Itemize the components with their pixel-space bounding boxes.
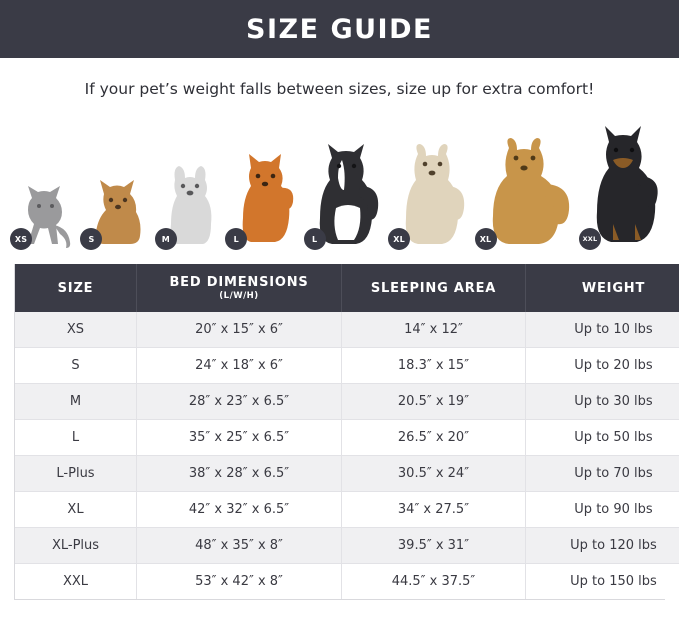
cell-dims: 42″ x 32″ x 6.5″ — [137, 492, 342, 528]
cell-size: S — [15, 348, 137, 384]
cell-dims: 38″ x 28″ x 6.5″ — [137, 456, 342, 492]
cell-sleeping: 26.5″ x 20″ — [342, 420, 526, 456]
pet-xl-golden — [479, 112, 575, 252]
cell-size: XS — [15, 312, 137, 348]
subtitle-section — [0, 58, 679, 98]
size-table-wrapper — [14, 264, 665, 600]
pet-l-shiba — [229, 112, 299, 252]
cell-sleeping: 18.3″ x 15″ — [342, 348, 526, 384]
table-row — [15, 564, 679, 600]
page-title: SIZE GUIDE — [246, 13, 433, 45]
table-row — [15, 528, 679, 564]
table-row — [15, 456, 679, 492]
size-table-body — [15, 312, 679, 599]
cell-dims: 53″ x 42″ x 8″ — [137, 564, 342, 600]
pet-badge-l: L — [225, 228, 247, 250]
cell-weight: Up to 150 lbs — [526, 564, 679, 600]
table-row — [15, 348, 679, 384]
table-row — [15, 384, 679, 420]
pet-xl-lab — [392, 112, 470, 252]
cell-sleeping: 34″ x 27.5″ — [342, 492, 526, 528]
pet-badge-l2: L — [304, 228, 326, 250]
cell-weight: Up to 30 lbs — [526, 384, 679, 420]
pet-badge-xxl: XXL — [579, 228, 601, 250]
header-bed-dimensions-sub: (L/W/H) — [219, 291, 259, 301]
header-size — [15, 264, 137, 312]
cell-weight: Up to 120 lbs — [526, 528, 679, 564]
cell-weight: Up to 10 lbs — [526, 312, 679, 348]
cell-dims: 35″ x 25″ x 6.5″ — [137, 420, 342, 456]
subtitle-text: If your pet’s weight falls between sizes, size up for extra comfort! — [84, 80, 595, 98]
cell-sleeping: 39.5″ x 31″ — [342, 528, 526, 564]
pet-xxl — [583, 112, 665, 252]
header-bed-dimensions — [137, 264, 342, 312]
cell-size: XL — [15, 492, 137, 528]
pet-xs — [14, 112, 76, 252]
pet-badge-xs: XS — [10, 228, 32, 250]
cell-dims: 48″ x 35″ x 8″ — [137, 528, 342, 564]
pet-l-collie — [308, 112, 384, 252]
pet-badge-xl: XL — [388, 228, 410, 250]
header-weight-label: WEIGHT — [581, 280, 646, 296]
pet-badge-xl2: XL — [475, 228, 497, 250]
cell-size: L — [15, 420, 137, 456]
cell-dims: 24″ x 18″ x 6″ — [137, 348, 342, 384]
cell-sleeping: 20.5″ x 19″ — [342, 384, 526, 420]
table-header-row — [15, 264, 679, 312]
pet-silhouettes-row — [14, 112, 665, 252]
cell-sleeping: 44.5″ x 37.5″ — [342, 564, 526, 600]
cell-size: XXL — [15, 564, 137, 600]
cell-sleeping: 14″ x 12″ — [342, 312, 526, 348]
cell-sleeping: 30.5″ x 24″ — [342, 456, 526, 492]
pet-badge-s: S — [80, 228, 102, 250]
cell-size: L-Plus — [15, 456, 137, 492]
header-sleeping-area-label: SLEEPING AREA — [370, 280, 497, 296]
cell-weight: Up to 50 lbs — [526, 420, 679, 456]
table-row — [15, 312, 679, 348]
header-size-label: SIZE — [57, 280, 94, 296]
cell-weight: Up to 90 lbs — [526, 492, 679, 528]
header-sleeping-area — [342, 264, 526, 312]
cell-weight: Up to 70 lbs — [526, 456, 679, 492]
cell-size: XL-Plus — [15, 528, 137, 564]
cell-size: M — [15, 384, 137, 420]
size-table-head — [15, 264, 679, 312]
table-row — [15, 492, 679, 528]
header-bed-dimensions-label: BED DIMENSIONS — [169, 275, 309, 290]
pet-badge-m: M — [155, 228, 177, 250]
header-weight — [526, 264, 679, 312]
pet-s — [84, 112, 150, 252]
page-header — [0, 0, 679, 58]
cell-dims: 20″ x 15″ x 6″ — [137, 312, 342, 348]
cell-dims: 28″ x 23″ x 6.5″ — [137, 384, 342, 420]
pet-m — [159, 112, 221, 252]
cell-weight: Up to 20 lbs — [526, 348, 679, 384]
size-table — [15, 264, 679, 599]
table-row — [15, 420, 679, 456]
